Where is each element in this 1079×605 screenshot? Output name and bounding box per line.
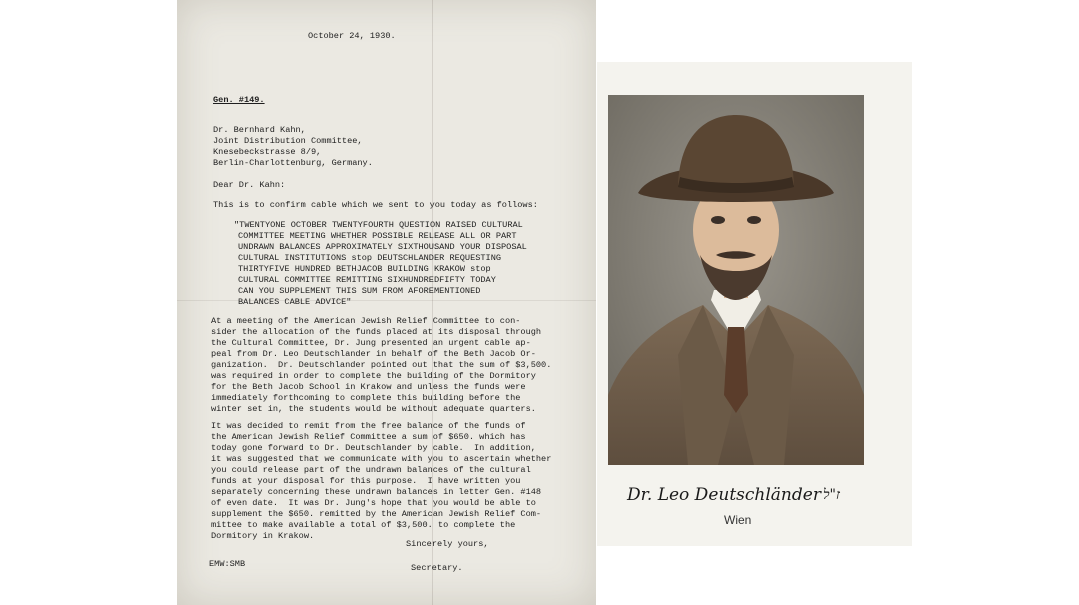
paragraph-line: today gone forward to Dr. Deutschlander by cable. In addition, xyxy=(211,443,536,453)
cable-line: BALANCES CABLE ADVICE" xyxy=(238,297,352,307)
address-line: Knesebeckstrasse 8/9, xyxy=(213,147,322,157)
paragraph-line: supplement the $650. remitted by the American Jewish Relief Com- xyxy=(211,509,542,519)
paragraph-line: for the Beth Jacob School in Krakow and unless the funds were xyxy=(211,382,526,392)
typewritten-letter xyxy=(177,0,596,605)
signature-title: Secretary. xyxy=(411,563,463,573)
address-line: Dr. Bernhard Kahn, xyxy=(213,125,306,135)
paragraph-line: you could release part of the undrawn balances of the cultural xyxy=(211,465,531,475)
portrait-card xyxy=(597,62,912,546)
cable-line: CAN YOU SUPPLEMENT THIS SUM FROM AFOREMENTIONED xyxy=(238,286,481,296)
initials: EMW:SMB xyxy=(209,559,246,569)
paragraph-line: sider the allocation of the funds placed at its disposal through xyxy=(211,327,542,337)
portrait-name: Dr. Leo Deutschländer xyxy=(627,485,821,505)
cable-line: "TWENTYONE OCTOBER TWENTYFOURTH QUESTION RAISED CULTURAL xyxy=(234,220,523,230)
portrait-city: Wien xyxy=(724,513,752,527)
paragraph-line: immediately forthcoming to complete this building before the xyxy=(211,393,521,403)
paragraph-line: winter set in, the students would be without adequate quarters. xyxy=(211,404,536,414)
letter-date: October 24, 1930. xyxy=(308,31,396,41)
paragraph-line: separately concerning these undrawn balances in letter Gen. #148 xyxy=(211,487,542,497)
cable-line: CULTURAL INSTITUTIONS stop DEUTSCHLANDER REQUESTING xyxy=(238,253,502,263)
cable-line: CULTURAL COMMITTEE REMITTING SIXHUNDREDFIFTY TODAY xyxy=(238,275,496,285)
address-line: Berlin-Charlottenburg, Germany. xyxy=(213,158,373,168)
letter-reference: Gen. #149. xyxy=(213,95,265,105)
paragraph-line: mittee to make available a total of $3,500. to complete the xyxy=(211,520,516,530)
paragraph-line: It was decided to remit from the free balance of the funds of xyxy=(211,421,526,431)
cable-line: UNDRAWN BALANCES APPROXIMATELY SIXTHOUSAND YOUR DISPOSAL xyxy=(238,242,527,252)
portrait-photo xyxy=(608,95,864,465)
paragraph-line: funds at your disposal for this purpose. I have written you xyxy=(211,476,521,486)
paragraph-line: the Cultural Committee, Dr. Jung presented an urgent cable ap- xyxy=(211,338,531,348)
intro-line: This is to confirm cable which we sent to you today as follows: xyxy=(213,200,538,210)
cable-line: THIRTYFIVE HUNDRED BETHJACOB BUILDING KRAKOW stop xyxy=(238,264,491,274)
paragraph-line: Dormitory in Krakow. xyxy=(211,531,315,541)
portrait-hebrew-suffix: ז"ל xyxy=(823,487,840,503)
closing: Sincerely yours, xyxy=(406,539,489,549)
paragraph-line: it was suggested that we communicate with you to ascertain whether xyxy=(211,454,552,464)
address-line: Joint Distribution Committee, xyxy=(213,136,363,146)
paragraph-line: peal from Dr. Leo Deutschlander in behalf of the Beth Jacob Or- xyxy=(211,349,536,359)
paragraph-line: of even date. It was Dr. Jung's hope that you would be able to xyxy=(211,498,536,508)
paragraph-line: the American Jewish Relief Committee a sum of $650. which has xyxy=(211,432,526,442)
salutation: Dear Dr. Kahn: xyxy=(213,180,286,190)
cable-line: COMMITTEE MEETING WHETHER POSSIBLE RELEASE ALL OR PART xyxy=(238,231,517,241)
paragraph-line: was required in order to complete the building of the Dormitory xyxy=(211,371,536,381)
paragraph-line: At a meeting of the American Jewish Relief Committee to con- xyxy=(211,316,521,326)
paragraph-line: ganization. Dr. Deutschlander pointed out that the sum of $3,500. xyxy=(211,360,552,370)
portrait-illustration xyxy=(608,95,864,465)
